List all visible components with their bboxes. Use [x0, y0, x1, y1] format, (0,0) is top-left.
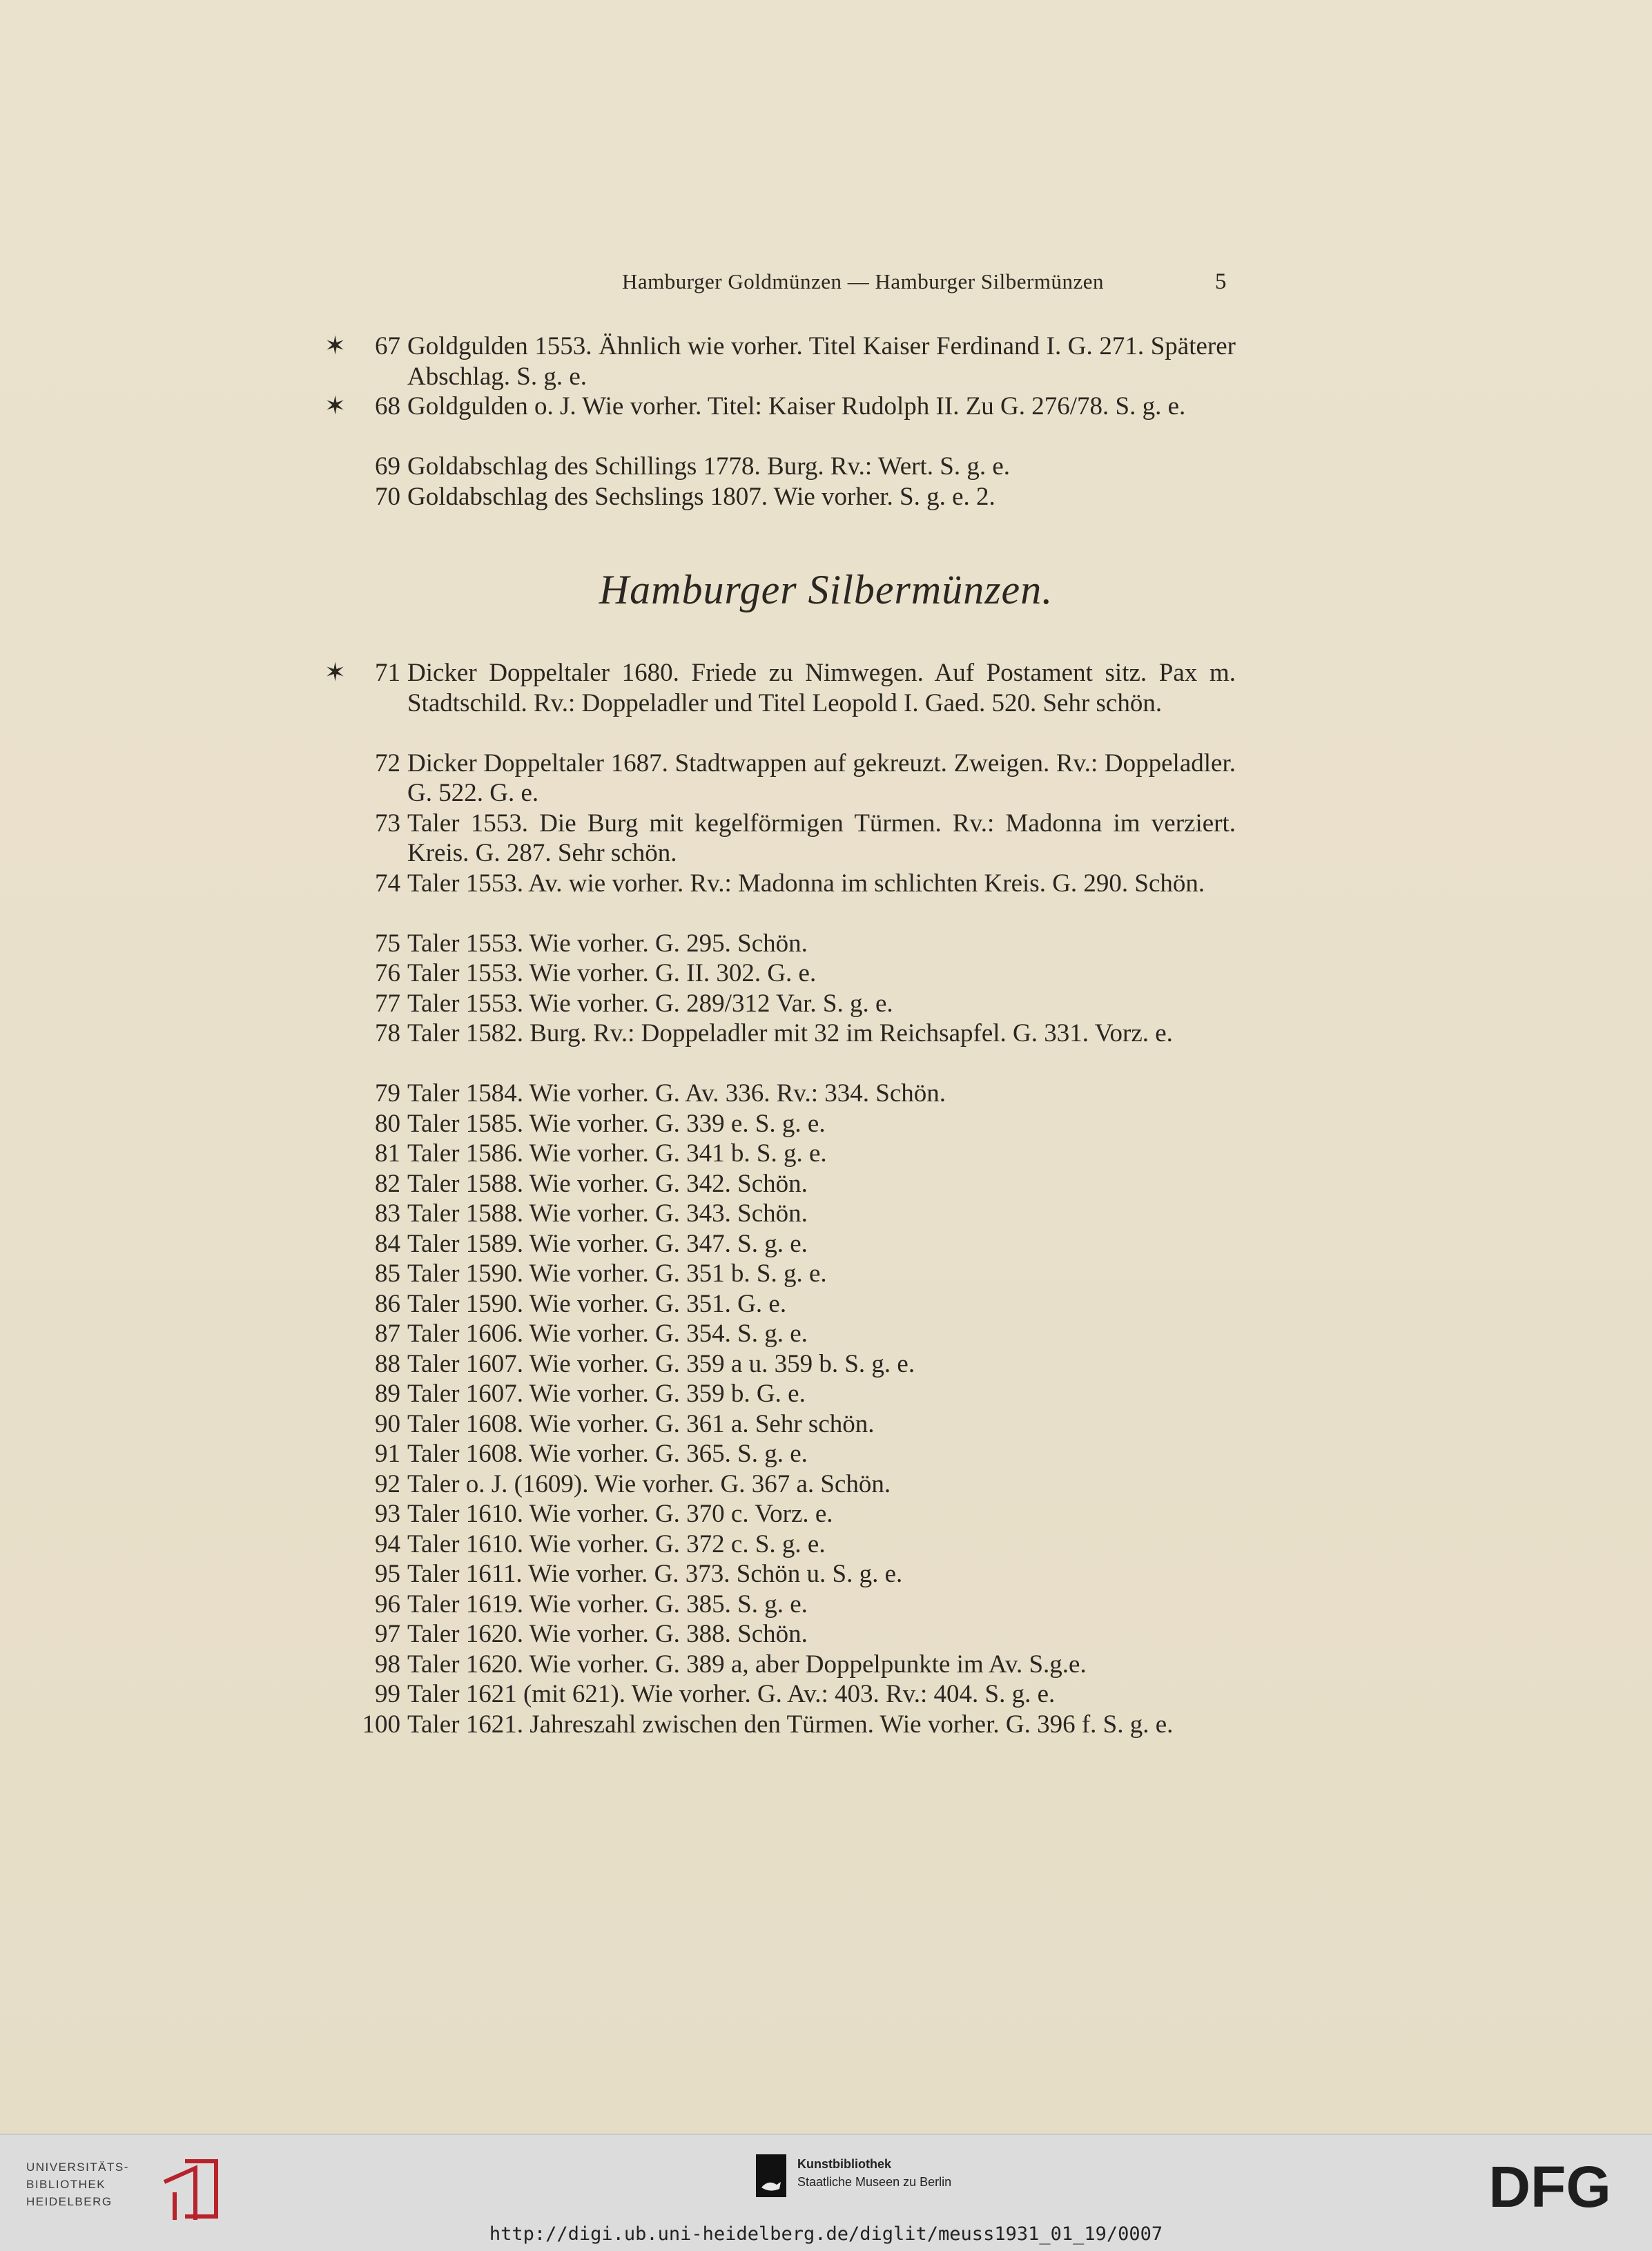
lot-description: Taler 1588. Wie vorher. G. 342. Schön.	[407, 1169, 808, 1198]
catalog-entry	[324, 482, 1236, 512]
catalog-entry	[324, 1199, 1236, 1229]
lot-number: 100	[362, 1710, 400, 1739]
lot-number: 76	[375, 959, 400, 987]
lot-number: 79	[375, 1079, 400, 1108]
lot-number: 99	[375, 1680, 400, 1708]
lot-description: Taler 1590. Wie vorher. G. 351. G. e.	[407, 1289, 787, 1318]
lot-number: 67	[375, 332, 400, 360]
lot-number: 84	[375, 1229, 400, 1258]
lot-number: 89	[375, 1380, 400, 1408]
lot-number: 87	[375, 1320, 400, 1348]
lot-description: Taler 1584. Wie vorher. G. Av. 336. Rv.: 334. Schön.	[407, 1079, 946, 1108]
lot-number: 68	[375, 392, 400, 421]
lot-number: 72	[375, 748, 400, 777]
lot-number: 92	[375, 1469, 400, 1498]
lot-description: Taler 1608. Wie vorher. G. 365. S. g. e.	[407, 1440, 808, 1468]
section-heading: Hamburger Silbermünzen.	[599, 567, 1053, 612]
catalog-entry	[324, 392, 1236, 422]
star-marker: ✶	[324, 659, 347, 687]
catalog-entry	[324, 1499, 1236, 1529]
catalog-entry	[324, 809, 1236, 869]
lot-number: 82	[375, 1169, 400, 1198]
catalog-entry	[324, 1018, 1236, 1049]
lot-description: Taler 1620. Wie vorher. G. 389 a, aber Doppelpunkte im Av. S.g.e.	[407, 1650, 1087, 1679]
lot-description: Taler 1590. Wie vorher. G. 351 b. S. g. e.	[407, 1259, 827, 1288]
ub-red-mark-icon	[157, 2154, 223, 2223]
kunstbibliothek-mark-icon	[756, 2154, 786, 2197]
lot-number: 97	[375, 1620, 400, 1648]
lot-number: 95	[375, 1560, 400, 1588]
catalog-entry	[324, 1409, 1236, 1440]
lot-description: Taler 1553. Die Burg mit kegelförmigen Türmen. Rv.: Madonna im verziert. Kreis. G. 287. Sehr schön.	[407, 809, 1236, 867]
catalog-entry	[324, 1319, 1236, 1349]
lot-description: Dicker Doppeltaler 1680. Friede zu Nimwegen. Auf Postament sitz. Pax m. Stadtschild. Rv.: Doppeladler und Titel Leopold I. Gaed. 520. Sehr schön.	[407, 659, 1236, 717]
lot-description: Goldabschlag des Sechslings 1807. Wie vorher. S. g. e. 2.	[407, 482, 995, 511]
lot-description: Taler 1607. Wie vorher. G. 359 a u. 359 b. S. g. e.	[407, 1349, 915, 1378]
catalog-entry	[324, 1229, 1236, 1259]
lot-number: 71	[375, 659, 400, 687]
catalog-entry	[324, 1079, 1236, 1109]
lot-description: Taler 1588. Wie vorher. G. 343. Schön.	[407, 1199, 808, 1228]
catalog-entry	[324, 1679, 1236, 1710]
star-marker: ✶	[324, 392, 347, 421]
ub-line-2: BIBLIOTHEK	[26, 2178, 106, 2191]
ub-heidelberg-text	[26, 2158, 129, 2210]
lot-number: 73	[375, 809, 400, 838]
lot-description: Taler 1586. Wie vorher. G. 341 b. S. g. e.	[407, 1139, 827, 1168]
ub-line-1: UNIVERSITÄTS-	[26, 2161, 129, 2174]
lot-number: 78	[375, 1019, 400, 1047]
catalog-entry	[324, 1349, 1236, 1380]
lot-number: 91	[375, 1440, 400, 1468]
catalog-entry	[324, 989, 1236, 1019]
lot-description: Taler 1582. Burg. Rv.: Doppeladler mit 32 im Reichsapfel. G. 331. Vorz. e.	[407, 1019, 1173, 1047]
lot-description: Taler 1589. Wie vorher. G. 347. S. g. e.	[407, 1229, 808, 1258]
lot-number: 75	[375, 929, 400, 958]
catalog-entry	[324, 1559, 1236, 1590]
kunstbibliothek-logo[interactable]	[756, 2154, 1046, 2203]
catalog-entry	[324, 958, 1236, 989]
catalog-entry	[324, 331, 1236, 392]
lot-description: Taler 1553. Av. wie vorher. Rv.: Madonna im schlichten Kreis. G. 290. Schön.	[407, 869, 1205, 898]
catalog-entry	[324, 1469, 1236, 1500]
catalog-entry	[324, 1710, 1236, 1740]
lot-description: Taler 1585. Wie vorher. G. 339 e. S. g. e.	[407, 1109, 826, 1138]
lot-description: Taler 1620. Wie vorher. G. 388. Schön.	[407, 1620, 808, 1648]
catalog-entry	[324, 1590, 1236, 1620]
dfg-logo-text: DFG	[1488, 2161, 1611, 2216]
kunstbibliothek-title: Kunstbibliothek	[797, 2157, 891, 2171]
lot-number: 69	[375, 452, 400, 481]
lot-number: 80	[375, 1109, 400, 1138]
lot-number: 85	[375, 1259, 400, 1288]
catalog-entry	[324, 1139, 1236, 1169]
lot-description: Goldgulden o. J. Wie vorher. Titel: Kaiser Rudolph II. Zu G. 276/78. S. g. e.	[407, 392, 1186, 421]
lot-number: 94	[375, 1529, 400, 1558]
dfg-logo[interactable]	[1470, 2161, 1629, 2216]
lot-number: 90	[375, 1409, 400, 1438]
catalog-entry	[324, 1259, 1236, 1289]
catalog-entry	[324, 1529, 1236, 1560]
star-marker: ✶	[324, 332, 347, 360]
page-number: 5	[1215, 269, 1227, 294]
kunstbibliothek-subtitle: Staatliche Museen zu Berlin	[797, 2175, 952, 2189]
catalog-entry	[324, 1379, 1236, 1409]
catalog-entry	[324, 1109, 1236, 1139]
lot-description: Goldgulden 1553. Ähnlich wie vorher. Titel Kaiser Ferdinand I. G. 271. Späterer Abschlag. S. g. e.	[407, 332, 1236, 391]
catalog-entry	[324, 869, 1236, 899]
lot-description: Taler 1619. Wie vorher. G. 385. S. g. e.	[407, 1590, 808, 1619]
lot-description: Taler 1621 (mit 621). Wie vorher. G. Av.: 403. Rv.: 404. S. g. e.	[407, 1680, 1056, 1708]
lot-number: 81	[375, 1139, 400, 1168]
lot-description: Dicker Doppeltaler 1687. Stadtwappen auf gekreuzt. Zweigen. Rv.: Doppeladler. G. 522. G. e.	[407, 748, 1236, 807]
lot-description: Taler 1607. Wie vorher. G. 359 b. G. e.	[407, 1380, 806, 1408]
catalog-entry	[324, 1169, 1236, 1199]
lot-number: 70	[375, 482, 400, 511]
lot-number: 77	[375, 989, 400, 1018]
lot-number: 96	[375, 1590, 400, 1619]
lot-description: Taler 1553. Wie vorher. G. II. 302. G. e.	[407, 959, 817, 987]
ub-line-3: HEIDELBERG	[26, 2195, 113, 2208]
lot-number: 74	[375, 869, 400, 898]
lot-description: Taler 1610. Wie vorher. G. 372 c. S. g. e.	[407, 1529, 826, 1558]
ub-heidelberg-logo[interactable]	[26, 2154, 206, 2223]
lot-description: Goldabschlag des Schillings 1778. Burg. Rv.: Wert. S. g. e.	[407, 452, 1010, 481]
catalog-entry	[324, 1289, 1236, 1320]
catalog-entry	[324, 452, 1236, 482]
source-url-link[interactable]: http://digi.ub.uni-heidelberg.de/diglit/meuss1931_01_19/0007	[489, 2223, 1163, 2245]
lot-description: Taler 1610. Wie vorher. G. 370 c. Vorz. e.	[407, 1500, 833, 1528]
lot-description: Taler 1606. Wie vorher. G. 354. S. g. e.	[407, 1320, 808, 1348]
catalog-entry	[324, 748, 1236, 809]
catalog-entry	[324, 1650, 1236, 1680]
lot-description: Taler 1611. Wie vorher. G. 373. Schön u. S. g. e.	[407, 1560, 903, 1588]
catalog-entry	[324, 658, 1236, 718]
running-head: Hamburger Goldmünzen — Hamburger Silbermünzen	[621, 269, 1105, 293]
lot-number: 93	[375, 1500, 400, 1528]
lot-number: 98	[375, 1650, 400, 1679]
catalog-entry	[324, 1439, 1236, 1469]
lot-description: Taler o. J. (1609). Wie vorher. G. 367 a. Schön.	[407, 1469, 891, 1498]
footer-divider	[0, 2134, 1652, 2135]
lot-number: 86	[375, 1289, 400, 1318]
lot-description: Taler 1553. Wie vorher. G. 295. Schön.	[407, 929, 808, 958]
lot-description: Taler 1621. Jahreszahl zwischen den Türmen. Wie vorher. G. 396 f. S. g. e.	[407, 1710, 1174, 1739]
lot-number: 88	[375, 1349, 400, 1378]
catalog-entry	[324, 929, 1236, 959]
lot-number: 83	[375, 1199, 400, 1228]
catalog-entry	[324, 1619, 1236, 1650]
lot-description: Taler 1553. Wie vorher. G. 289/312 Var. S. g. e.	[407, 989, 893, 1018]
lot-description: Taler 1608. Wie vorher. G. 361 a. Sehr schön.	[407, 1409, 875, 1438]
